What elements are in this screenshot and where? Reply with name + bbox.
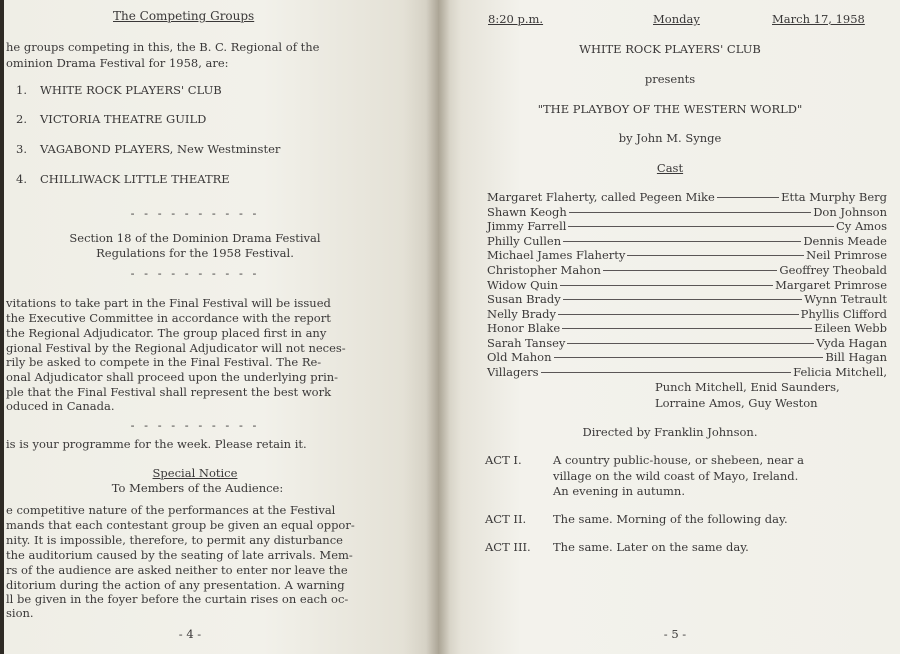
section-subtitle: Regulations for the 1958 Festival.	[96, 246, 294, 260]
performance-date: March 17, 1958	[772, 12, 865, 26]
group-number: 4.	[16, 172, 27, 186]
cast-role: Honor Blake	[487, 321, 561, 335]
cast-row	[487, 205, 887, 219]
cast-row	[487, 292, 887, 306]
cast-actor: Geoffrey Theobald	[779, 263, 887, 277]
divider: - - - - - - - - - -	[130, 266, 260, 280]
group-number: 1.	[16, 83, 27, 97]
notice-line: rs of the audience are asked neither to enter nor leave the	[6, 563, 348, 577]
act-description: An evening in autumn.	[553, 484, 685, 498]
act-description: village on the wild coast of Mayo, Ireland.	[553, 469, 799, 483]
section-title: Section 18 of the Dominion Drama Festival	[69, 231, 321, 245]
presents-label: presents	[644, 72, 696, 86]
intro-line: ominion Drama Festival for 1958, are:	[6, 56, 229, 70]
notice-line: ditorium during the action of any presentation. A warning	[6, 578, 345, 592]
regulation-line: oduced in Canada.	[6, 399, 115, 413]
notice-line: e competitive nature of the performances at the Festival	[6, 503, 336, 517]
notice-line: the auditorium caused by the seating of late arrivals. Mem-	[6, 548, 353, 562]
group-name: VAGABOND PLAYERS, New Westminster	[40, 142, 281, 156]
divider: - - - - - - - - - -	[130, 206, 260, 220]
group-name: VICTORIA THEATRE GUILD	[40, 112, 207, 126]
group-name: WHITE ROCK PLAYERS' CLUB	[40, 83, 222, 97]
cast-role: Shawn Keogh	[487, 205, 567, 219]
leader-line	[627, 255, 804, 256]
cast-role: Widow Quin	[487, 278, 558, 292]
page-number: - 4 -	[178, 627, 202, 641]
cast-row	[487, 234, 887, 248]
cast-row	[487, 350, 887, 364]
presenter: WHITE ROCK PLAYERS' CLUB	[579, 42, 761, 56]
act-description: The same. Later on the same day.	[553, 540, 749, 554]
group-number: 2.	[16, 112, 27, 126]
group-number: 3.	[16, 142, 27, 156]
cast-role: Sarah Tansey	[487, 336, 566, 350]
cast-role: Old Mahon	[487, 350, 552, 364]
regulation-line: onal Adjudicator shall proceed upon the underlying prin-	[6, 370, 339, 384]
cast-row	[487, 278, 887, 292]
cast-row	[487, 321, 887, 335]
notice-line: nity. It is impossible, therefore, to permit any disturbance	[6, 533, 343, 547]
cast-role: Margaret Flaherty, called Pegeen Mike	[487, 190, 715, 204]
notice-line: sion.	[6, 606, 34, 620]
leader-line	[558, 314, 799, 315]
cast-heading: Cast	[656, 161, 684, 175]
leader-line	[717, 197, 779, 198]
performance-day: Monday	[653, 12, 700, 26]
cast-row	[487, 190, 887, 204]
cast-actor: Vyda Hagan	[816, 336, 887, 350]
act-description: A country public-house, or shebeen, near a	[553, 453, 804, 467]
regulation-line: vitations to take part in the Final Festival will be issued	[6, 296, 331, 310]
cast-row	[487, 219, 887, 233]
leader-line	[567, 343, 814, 344]
act-label: ACT I.	[485, 453, 522, 467]
page-number: - 5 -	[663, 627, 687, 641]
cast-row	[487, 248, 887, 262]
regulation-line: the Regional Adjudicator. The group placed first in any	[6, 326, 327, 340]
page-edge	[0, 0, 4, 654]
act-label: ACT III.	[485, 540, 531, 554]
cast-role: Philly Cullen	[487, 234, 562, 248]
leader-line	[569, 212, 811, 213]
villagers-continued: Lorraine Amos, Guy Weston	[655, 396, 818, 410]
cast-row	[487, 263, 887, 277]
notice-line: mands that each contestant group be given an equal oppor-	[6, 518, 355, 532]
cast-role: Michael James Flaherty	[487, 248, 626, 262]
performance-time: 8:20 p.m.	[488, 12, 544, 26]
cast-role: Christopher Mahon	[487, 263, 601, 277]
leader-line	[603, 270, 777, 271]
play-title: "THE PLAYBOY OF THE WESTERN WORLD"	[537, 102, 803, 116]
cast-role: Nelly Brady	[487, 307, 557, 321]
cast-row	[487, 336, 887, 350]
cast-actor: Bill Hagan	[825, 350, 887, 364]
leader-line	[554, 357, 824, 358]
cast-actor: Wynn Tetrault	[804, 292, 887, 306]
notice-heading: Special Notice	[152, 466, 238, 480]
villagers-continued: Punch Mitchell, Enid Saunders,	[655, 380, 840, 394]
cast-row	[487, 365, 887, 379]
intro-line: he groups competing in this, the B. C. Regional of the	[6, 40, 320, 54]
cast-role: Susan Brady	[487, 292, 561, 306]
cast-actor: Phyllis Clifford	[800, 307, 887, 321]
cast-role: Villagers	[487, 365, 539, 379]
author: by John M. Synge	[618, 131, 722, 145]
cast-actor: Etta Murphy Berg	[781, 190, 887, 204]
left-heading: The Competing Groups	[113, 9, 255, 23]
book-spine	[426, 0, 450, 654]
regulation-line: gional Festival by the Regional Adjudicator will not neces-	[6, 341, 346, 355]
act-label: ACT II.	[485, 512, 527, 526]
divider: - - - - - - - - - -	[130, 418, 260, 432]
cast-role: Jimmy Farrell	[487, 219, 567, 233]
act-description: The same. Morning of the following day.	[553, 512, 788, 526]
cast-actor: Neil Primrose	[806, 248, 887, 262]
programme-note: is is your programme for the week. Please retain it.	[6, 437, 307, 451]
director-credit: Directed by Franklin Johnson.	[582, 425, 758, 439]
notice-line: ll be given in the foyer before the curtain rises on each oc-	[6, 592, 349, 606]
cast-actor: Cy Amos	[836, 219, 887, 233]
cast-actor: Don Johnson	[813, 205, 887, 219]
leader-line	[562, 328, 812, 329]
regulation-line: the Executive Committee in accordance with the report	[6, 311, 331, 325]
leader-line	[563, 299, 802, 300]
group-name: CHILLIWACK LITTLE THEATRE	[40, 172, 230, 186]
cast-actor: Felicia Mitchell,	[793, 365, 887, 379]
cast-actor: Eileen Webb	[814, 321, 887, 335]
notice-subheading: To Members of the Audience:	[111, 481, 284, 495]
regulation-line: rily be asked to compete in the Final Festival. The Re-	[6, 355, 322, 369]
leader-line	[560, 285, 773, 286]
leader-line	[563, 241, 801, 242]
leader-line	[541, 372, 792, 373]
cast-row	[487, 307, 887, 321]
regulation-line: ple that the Final Festival shall represent the best work	[6, 385, 332, 399]
leader-line	[568, 226, 834, 227]
cast-actor: Margaret Primrose	[775, 278, 887, 292]
cast-actor: Dennis Meade	[803, 234, 887, 248]
